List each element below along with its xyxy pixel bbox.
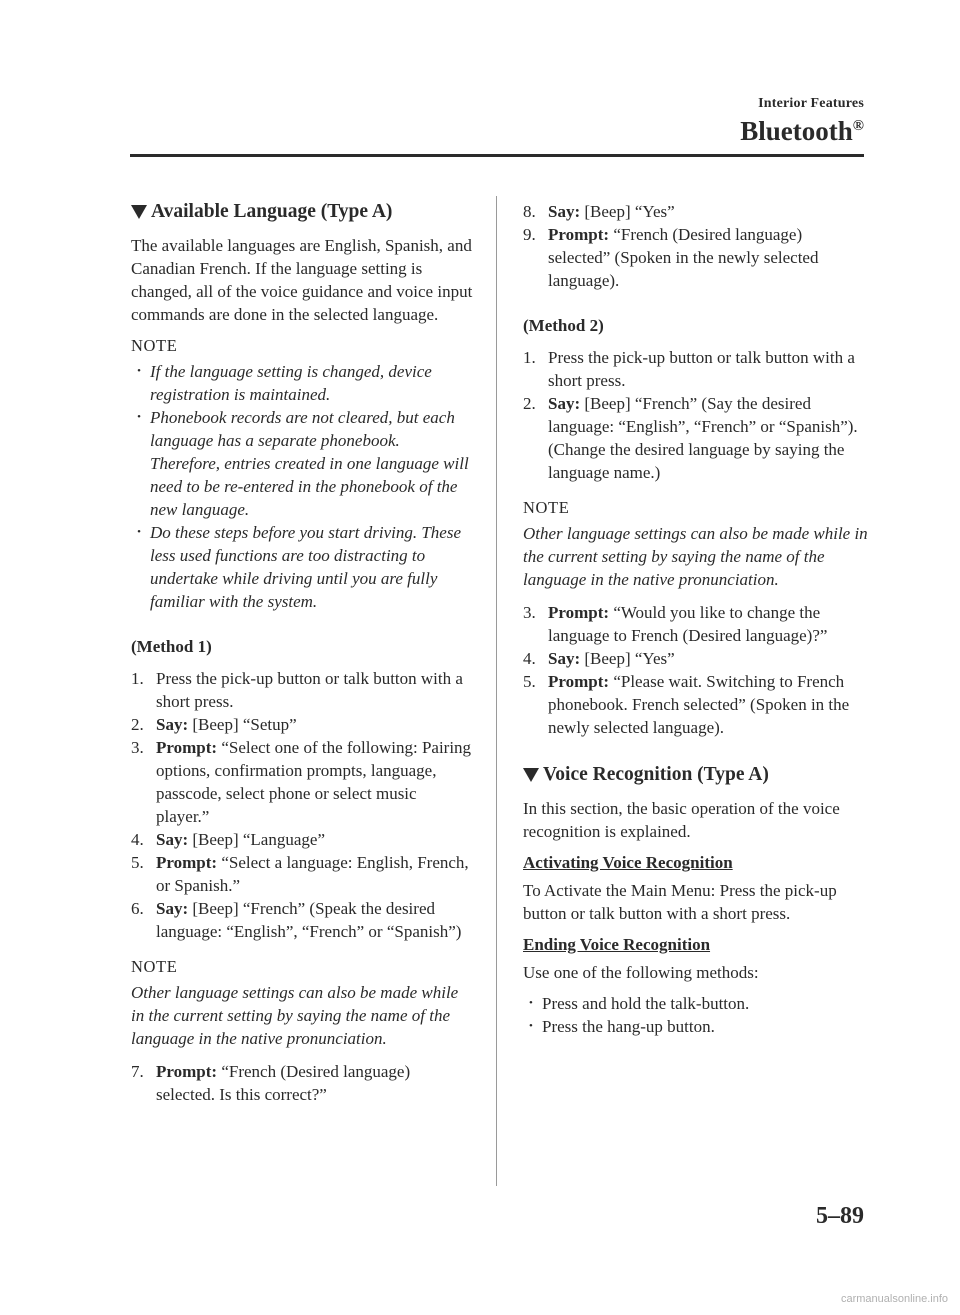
- step-number: 4.: [523, 649, 536, 668]
- note-label: NOTE: [131, 957, 178, 976]
- step-number: 5.: [131, 853, 144, 872]
- step-keyword: Say:: [548, 394, 581, 413]
- note-label: NOTE: [131, 336, 178, 355]
- step-keyword: Prompt:: [156, 1062, 218, 1081]
- section-heading-text: Available Language (Type A): [151, 201, 393, 222]
- watermark: carmanualsonline.info: [840, 1293, 948, 1305]
- step-text: [Beep] “Setup”: [188, 715, 297, 734]
- note-item: • If the language setting is changed, device registration is maintained.: [131, 360, 473, 406]
- step-text: [Beep] “French” (Speak the desired language: “English”, “French” or “Spanish”): [156, 899, 462, 941]
- step-item: [131, 851, 473, 897]
- step-list: [523, 346, 868, 484]
- paragraph: To Activate the Main Menu: Press the pick-up button or talk button with a short press.: [523, 881, 837, 923]
- subheading: Ending Voice Recognition: [523, 935, 711, 954]
- step-item: [131, 1060, 473, 1106]
- step-list: [523, 601, 868, 739]
- step-item: [523, 346, 868, 392]
- step-keyword: Prompt:: [548, 672, 610, 691]
- step-keyword: Prompt:: [548, 225, 610, 244]
- left-column: [131, 200, 473, 1118]
- note-text: Other language settings can also be made while in the current setting by saying the name of the language in the native pronunciation.: [523, 524, 868, 589]
- step-text: [Beep] “Yes”: [580, 202, 675, 221]
- step-text: “Select one of the following: Pairing options, confirmation prompts, language, passcode, select phone or select music player.”: [156, 738, 472, 826]
- step-keyword: Say:: [548, 202, 581, 221]
- step-text: “French (Desired language) selected. Is this correct?”: [156, 1062, 411, 1104]
- step-number: 4.: [131, 830, 144, 849]
- step-number: 9.: [523, 225, 536, 244]
- step-number: 1.: [131, 669, 144, 688]
- step-keyword: Prompt:: [156, 738, 218, 757]
- step-number: 6.: [131, 899, 144, 918]
- step-item: [523, 200, 868, 223]
- triangle-marker-icon: [523, 768, 539, 782]
- step-item: [131, 667, 473, 713]
- method-label: (Method 2): [523, 316, 604, 335]
- note-item: • Phonebook records are not cleared, but each language has a separate phonebook. Therefore, entries created in one language will need to be re-entered in the phonebook of the new language.: [131, 406, 473, 521]
- step-number: 5.: [523, 672, 536, 691]
- chapter-title: [740, 116, 864, 147]
- note-text: Other language settings can also be made while in the current setting by saying the name of the language in the native pronunciation.: [131, 983, 459, 1048]
- step-number: 2.: [131, 715, 144, 734]
- header-rule: [130, 154, 864, 157]
- step-keyword: Say:: [156, 899, 189, 918]
- registered-mark: ®: [852, 118, 864, 134]
- step-list: [131, 1060, 473, 1106]
- step-text: Press the pick-up button or talk button with a short press.: [548, 348, 855, 390]
- step-item: [131, 736, 473, 828]
- step-item: [523, 223, 868, 292]
- step-item: [523, 392, 868, 484]
- step-item: [523, 601, 868, 647]
- paragraph: Use one of the following methods:: [523, 963, 759, 982]
- section-heading-text: Voice Recognition (Type A): [543, 764, 769, 785]
- step-keyword: Prompt:: [548, 603, 610, 622]
- right-column: [523, 200, 868, 1050]
- section-heading: [131, 200, 473, 223]
- step-text: “Please wait. Switching to French phonebook. French selected” (Spoken in the newly selected language).: [548, 672, 850, 737]
- method-list: [523, 992, 868, 1038]
- step-number: 3.: [523, 603, 536, 622]
- section-heading: [523, 763, 868, 786]
- note-list: [131, 360, 473, 613]
- step-number: 2.: [523, 394, 536, 413]
- method-item: • Press the hang-up button.: [523, 1015, 868, 1038]
- step-text: Press the pick-up button or talk button with a short press.: [156, 669, 463, 711]
- page-number: 5–89: [816, 1203, 864, 1229]
- method-item: • Press and hold the talk-button.: [523, 992, 868, 1015]
- note-label: NOTE: [523, 498, 570, 517]
- note-item: • Do these steps before you start driving. These less used functions are too distracting to undertake while driving until you are fully familiar with the system.: [131, 521, 473, 613]
- step-text: “French (Desired language) selected” (Spoken in the newly selected language).: [548, 225, 819, 290]
- step-item: [131, 713, 473, 736]
- step-number: 7.: [131, 1062, 144, 1081]
- triangle-marker-icon: [131, 205, 147, 219]
- running-header: [740, 96, 864, 147]
- step-text: “Would you like to change the language to French (Desired language)?”: [548, 603, 828, 645]
- column-divider: [496, 196, 497, 1186]
- section-title: Interior Features: [758, 96, 864, 111]
- step-item: [131, 828, 473, 851]
- intro-paragraph: In this section, the basic operation of the voice recognition is explained.: [523, 799, 840, 841]
- step-list: [523, 200, 868, 292]
- step-item: [131, 897, 473, 943]
- step-number: 1.: [523, 348, 536, 367]
- step-list: [131, 667, 473, 943]
- chapter-title-text: Bluetooth: [740, 116, 853, 146]
- step-keyword: Say:: [548, 649, 581, 668]
- step-text: [Beep] “Yes”: [580, 649, 675, 668]
- step-keyword: Say:: [156, 830, 189, 849]
- method-label: (Method 1): [131, 637, 212, 656]
- step-keyword: Say:: [156, 715, 189, 734]
- step-number: 3.: [131, 738, 144, 757]
- step-text: “Select a language: English, French, or Spanish.”: [156, 853, 469, 895]
- step-keyword: Prompt:: [156, 853, 218, 872]
- step-number: 8.: [523, 202, 536, 221]
- step-text: [Beep] “French” (Say the desired language: “English”, “French” or “Spanish”). (Change the desired language by saying the language name.): [548, 394, 858, 482]
- step-item: [523, 670, 868, 739]
- step-item: [523, 647, 868, 670]
- intro-paragraph: The available languages are English, Spanish, and Canadian French. If the language setting is changed, all of the voice guidance and voice input commands are done in the selected language.: [131, 236, 473, 324]
- step-text: [Beep] “Language”: [188, 830, 325, 849]
- subheading: Activating Voice Recognition: [523, 853, 733, 872]
